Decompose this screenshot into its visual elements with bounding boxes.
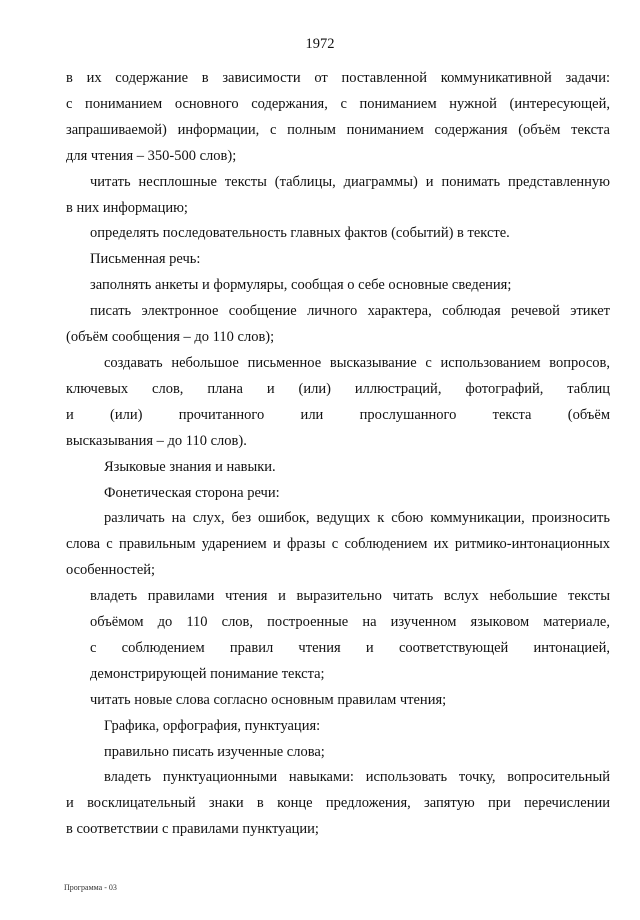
text-line: (объём сообщения – до 110 слов); (66, 329, 275, 346)
text-line: объёмом до 110 слов, построенные на изученном языковом материале, (90, 614, 610, 631)
text-line: владеть пунктуационными навыками: использовать точку, вопросительный (104, 769, 610, 786)
text-line: создавать небольшое письменное высказывание с использованием вопросов, (104, 354, 610, 371)
section-heading: Языковые знания и навыки. (104, 458, 276, 475)
text-line: правильно писать изученные слова; (104, 743, 325, 760)
text-line: слова с правильным ударением и фразы с соблюдением их ритмико-интонационных (66, 536, 610, 553)
text-line: различать на слух, без ошибок, ведущих к сбою коммуникации, произносить (104, 510, 610, 527)
text-line: для чтения – 350-500 слов); (66, 147, 237, 164)
document-body (66, 66, 610, 843)
text-line: в их содержание в зависимости от поставленной коммуникативной задачи: (66, 70, 610, 86)
section-heading: Фонетическая сторона речи: (104, 484, 280, 501)
page-number: 1972 (305, 36, 335, 52)
text-line: с пониманием основного содержания, с пониманием нужной (интересующей, (66, 95, 610, 112)
text-line: особенностей; (66, 562, 156, 579)
text-line: и (или) прочитанного или прослушанного текста (объём (66, 406, 610, 423)
text-line: запрашиваемой) информации, с полным пониманием содержания (объём текста (66, 121, 610, 138)
footer-label: Программа - 03 (64, 883, 117, 892)
text-line: ключевых слов, плана и (или) иллюстраций, фотографий, таблиц (66, 380, 610, 397)
text-line: определять последовательность главных фактов (событий) в тексте. (90, 225, 510, 242)
text-line: владеть правилами чтения и выразительно читать вслух небольшие тексты (90, 588, 610, 605)
text-line: читать новые слова согласно основным правилам чтения; (90, 691, 447, 708)
text-line: читать несплошные тексты (таблицы, диаграммы) и понимать представленную (90, 173, 610, 190)
text-line: писать электронное сообщение личного характера, соблюдая речевой этикет (90, 303, 610, 320)
text-line: в них информацию; (66, 199, 188, 216)
text-line: высказывания – до 110 слов). (66, 432, 247, 449)
text-line: демонстрирующей понимание текста; (90, 665, 325, 682)
text-line: с соблюдением правил чтения и соответствующей интонацией, (90, 639, 610, 656)
section-heading: Графика, орфография, пунктуация: (104, 717, 321, 734)
text-line: заполнять анкеты и формуляры, сообщая о себе основные сведения; (90, 277, 512, 294)
text-line: и восклицательный знаки в конце предложения, запятую при перечислении (66, 795, 610, 812)
text-line: в соответствии с правилами пунктуации; (66, 821, 319, 838)
section-heading: Письменная речь: (90, 251, 201, 268)
